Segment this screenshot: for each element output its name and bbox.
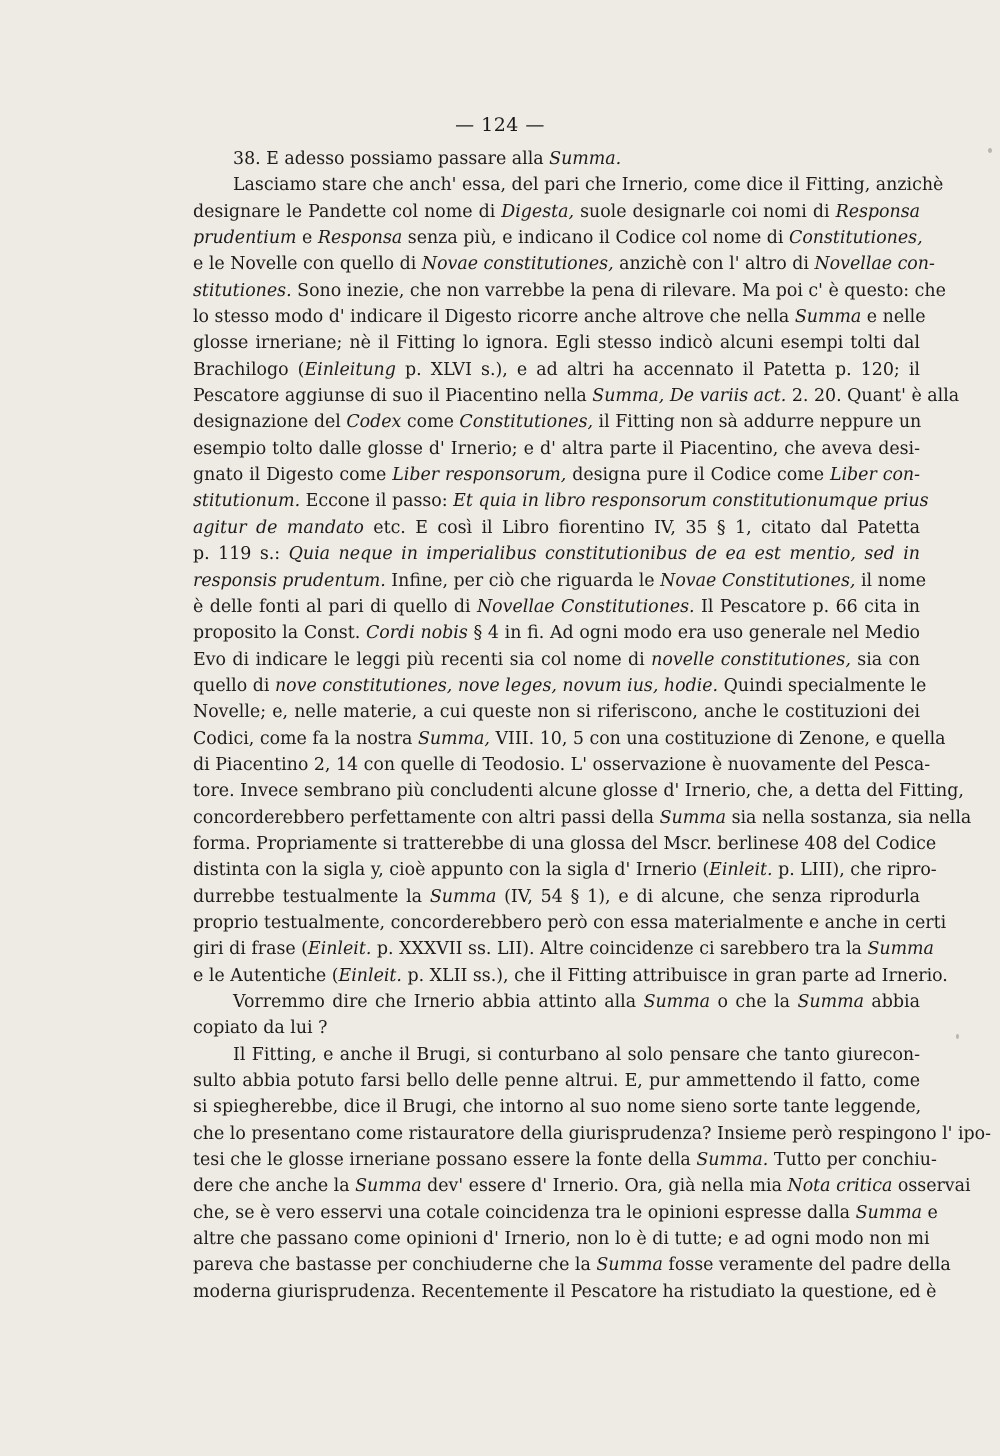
text-span: come [401, 412, 460, 433]
italic-span: nove constitutiones, nove leges, novum ius, hodie. [274, 675, 719, 696]
text-line [193, 146, 920, 172]
text-span: designa pure il Codice come [566, 465, 830, 486]
text-line [193, 1068, 920, 1094]
italic-span: Summa [797, 992, 864, 1012]
text-span: e [922, 1202, 938, 1223]
text-line [193, 251, 935, 277]
text-line [193, 383, 960, 409]
italic-span: Summa [867, 939, 934, 960]
text-span: il nome [855, 570, 927, 591]
text-span: sulto abbia potuto farsi bello delle penne altrui. E, pur ammettendo il fatto, come [193, 1071, 920, 1092]
text-span: Brachilogo ( [193, 359, 305, 380]
text-span: p. LIII), che ripro- [772, 860, 937, 881]
text-span: Novelle; e, nelle materie, a cui queste non si riferiscono, anche le costituzioni dei [193, 702, 920, 723]
text-line [193, 1042, 920, 1068]
text-line [193, 1094, 920, 1120]
text-line [193, 831, 937, 857]
text-span: moderna giurisprudenza. Recentemente il Pescatore ha ristudiato la questione, ed è [193, 1281, 937, 1302]
text-span: senza più, e indicano il Codice col nome di [402, 228, 790, 249]
text-span: Eccone il passo: [300, 491, 454, 512]
text-line [193, 699, 920, 725]
text-span: che, se è vero esservi una cotale coincidenza tra le opinioni espresse dalla [193, 1202, 856, 1223]
text-span: (IV, 54 § 1), e di alcune, che senza riprodurla [496, 886, 920, 907]
text-line [193, 1147, 937, 1173]
text-span: altre che passano come opinioni d' Irnerio, non lo è di tutte; e ad ogni modo non mi [193, 1229, 930, 1250]
text-span: e le Autentiche ( [193, 965, 339, 986]
text-span: il Fitting non sà addurre neppure un [593, 412, 922, 433]
text-span: e [296, 228, 318, 249]
text-span: abbia [863, 992, 920, 1012]
italic-span: Einleit. [338, 965, 402, 986]
italic-span: Summa, De variis act. [592, 386, 787, 407]
italic-span: Novae Constitutiones, [660, 570, 856, 591]
text-line [193, 778, 964, 804]
text-span: § 4 in fi. Ad ogni modo era uso generale nel Medio [467, 623, 920, 644]
text-line [193, 409, 920, 435]
text-span: 2. 20. Quant' è alla [786, 386, 960, 407]
italic-span: agitur de mandato [193, 517, 364, 538]
text-span: Il Fitting, e anche il Brugi, si conturbano al solo pensare che tanto giurecon- [233, 1044, 920, 1065]
text-span: 38. E adesso possiamo passare alla [233, 149, 550, 169]
text-span: etc. E così il Libro fiorentino IV, 35 § 1, citato dal Patetta [363, 517, 920, 538]
text-span: p. XLVI s.), e ad altri ha accennato il Patetta p. 120; il [395, 359, 920, 380]
italic-span: Summa [855, 1202, 923, 1223]
paragraph [193, 1042, 991, 1305]
text-span: designare le Pandette col nome di [193, 201, 502, 222]
italic-span: Summa [659, 807, 727, 828]
text-line [193, 1279, 937, 1305]
italic-span: Et quia in libro responsorum constitutionumque prius [453, 491, 929, 512]
paragraph [193, 172, 972, 989]
paper-speck [956, 1034, 959, 1039]
text-line [193, 1252, 951, 1278]
text-span: copiato da lui ? [193, 1018, 328, 1039]
text-span: e le Novelle con quello di [193, 254, 422, 275]
text-span: proposito la Const. [193, 623, 366, 644]
italic-span: Summa. [696, 1150, 769, 1171]
italic-span: Liber con- [829, 465, 920, 486]
text-span: p. XLII ss.), che il Fitting attribuisce in gran parte ad Irnerio. [401, 965, 948, 986]
text-span: gnato il Digesto come [193, 465, 393, 486]
text-span: e nelle [861, 307, 926, 328]
italic-span: Summa [643, 992, 711, 1012]
text-span: esempio tolto dalle glosse d' Irnerio; e d' altra parte il Piacentino, che aveva desi- [193, 438, 920, 459]
italic-span: Summa, [417, 728, 490, 749]
text-line [193, 752, 931, 778]
italic-span: Einleit. [709, 860, 773, 881]
italic-span: Summa [596, 1255, 663, 1276]
italic-span: Digesta, [501, 201, 575, 222]
text-line [193, 857, 937, 883]
text-span: Pescatore aggiunse di suo il Piacentino nella [193, 386, 593, 407]
italic-span: Summa [429, 886, 497, 907]
text-line [193, 936, 934, 962]
text-line [193, 620, 920, 646]
text-span: pareva che bastasse per conchiuderne che la [193, 1255, 597, 1276]
text-span: designazione del [193, 412, 347, 433]
text-span: durrebbe testualmente la [193, 886, 430, 907]
italic-span: Nota critica [787, 1176, 893, 1197]
text-line [193, 647, 920, 673]
text-span: sia nella sostanza, sia nella [726, 807, 972, 828]
italic-span: Summa [355, 1176, 422, 1197]
italic-span: Responsa [835, 201, 920, 222]
text-span: Tutto per conchiu- [768, 1150, 937, 1171]
italic-span: Cordi nobis [365, 623, 468, 644]
text-span: glosse irneriane; nè il Fitting lo ignora. Egli stesso indicò alcuni esempi tolti dal [193, 333, 920, 354]
text-line [193, 304, 926, 330]
text-span: VIII. 10, 5 con una costituzione di Zenone, e quella [489, 728, 946, 749]
text-span: è delle fonti al pari di quello di [193, 596, 477, 617]
text-span: tore. Invece sembrano più concludenti alcune glosse d' Irnerio, che, a detta del Fitting, [193, 781, 964, 802]
text-line [193, 1173, 971, 1199]
text-span: fosse veramente del padre della [662, 1255, 951, 1276]
text-line [193, 172, 944, 198]
text-line [193, 199, 920, 225]
italic-span: responsis prudentum. [193, 570, 386, 591]
italic-span: stitutionum. [193, 491, 301, 512]
text-line [193, 278, 946, 304]
italic-span: stitutiones. [193, 280, 292, 301]
text-line [193, 330, 920, 356]
italic-span: Constitutiones, [459, 412, 594, 433]
italic-span: prudentium [193, 228, 297, 249]
text-line [193, 541, 920, 567]
italic-span: Einleit. [307, 939, 372, 960]
text-line [193, 805, 972, 831]
text-span: concorderebbero perfettamente con altri passi della [193, 807, 660, 828]
text-span: quello di [193, 675, 275, 696]
text-line [193, 462, 920, 488]
italic-span: Novae constitutiones, [421, 254, 614, 275]
text-line [193, 989, 920, 1015]
text-span: tesi che le glosse irneriane possano essere la fonte della [193, 1150, 697, 1171]
text-span: che lo presentano come ristauratore della giurisprudenza? Insieme però respingono l' ipo- [193, 1123, 991, 1144]
text-span: di Piacentino 2, 14 con quelle di Teodosio. L' osservazione è nuovamente del Pesca- [193, 754, 931, 775]
paragraph [193, 989, 920, 1042]
text-span: dev' essere d' Irnerio. Ora, già nella mia [421, 1176, 788, 1197]
text-span: giri di frase ( [193, 939, 308, 960]
text-span: Il Pescatore p. 66 cita in [694, 596, 920, 617]
text-span: p. 119 s.: [193, 544, 289, 565]
italic-span: Codex [346, 412, 402, 433]
text-line [193, 357, 920, 383]
paper-speck [988, 148, 992, 153]
italic-span: Novellae Constitutiones. [476, 596, 695, 617]
text-line [193, 1015, 920, 1041]
text-span: forma. Propriamente si tratterebbe di una glossa del Mscr. berlinese 408 del Codice [193, 833, 937, 854]
text-line [193, 594, 920, 620]
italic-span: Summa [794, 307, 862, 328]
text-span: proprio testualmente, concorderebbero però con essa materialmente e anche in certi [193, 912, 947, 933]
text-line [193, 1200, 938, 1226]
text-span: o che la [710, 992, 798, 1012]
text-span: si spiegherebbe, dice il Brugi, che intorno al suo nome sieno sorte tante leggende, [193, 1097, 922, 1118]
text-line [193, 515, 920, 541]
text-span: Quindi specialmente le [718, 675, 927, 696]
text-span: Infine, per ciò che riguarda le [385, 570, 661, 591]
text-span: distinta con la sigla y, cioè appunto con la sigla d' Irnerio ( [193, 860, 710, 881]
text-line [193, 1226, 930, 1252]
text-line [193, 488, 929, 514]
text-span: Codici, come fa la nostra [193, 728, 418, 749]
text-line [193, 910, 947, 936]
text-span: sia con [850, 649, 920, 670]
italic-span: novelle constitutiones, [651, 649, 851, 670]
text-span: Evo di indicare le leggi più recenti sia col nome di [193, 649, 652, 670]
text-span: Vorremmo dire che Irnerio abbia attinto alla [233, 992, 644, 1012]
text-line [193, 726, 946, 752]
italic-span: Einleitung [304, 359, 396, 380]
text-span: osservai [892, 1176, 971, 1197]
text-span: dere che anche la [193, 1176, 356, 1197]
italic-span: Liber responsorum, [392, 465, 567, 486]
italic-span: Responsa [317, 228, 403, 249]
italic-span: Constitutiones, [789, 228, 923, 249]
text-span: Sono inezie, che non varrebbe la pena di rilevare. Ma poi c' è questo: che [291, 280, 946, 301]
text-line [193, 673, 927, 699]
italic-span: Quia neque in imperialibus constitutionibus de ea est mentio, sed in [288, 544, 920, 565]
italic-span: Novellae con- [814, 254, 935, 275]
text-line [193, 568, 927, 594]
paragraph [193, 146, 920, 172]
text-span: p. XXXVII ss. LII). Altre coincidenze ci sarebbero tra la [371, 939, 868, 960]
text-line [193, 963, 948, 989]
text-span: lo stesso modo d' indicare il Digesto ricorre anche altrove che nella [193, 307, 795, 328]
italic-span: Summa. [549, 149, 622, 169]
text-span: suole designarle coi nomi di [574, 201, 836, 222]
body-text [193, 146, 991, 1305]
text-line [193, 225, 923, 251]
text-line [193, 436, 920, 462]
page-number: — 124 — [455, 114, 545, 136]
text-span: Lasciamo stare che anch' essa, del pari che Irnerio, come dice il Fitting, anzichè [233, 175, 944, 196]
text-span: anzichè con l' altro di [613, 254, 815, 275]
text-line [193, 1121, 991, 1147]
text-line [193, 884, 920, 910]
